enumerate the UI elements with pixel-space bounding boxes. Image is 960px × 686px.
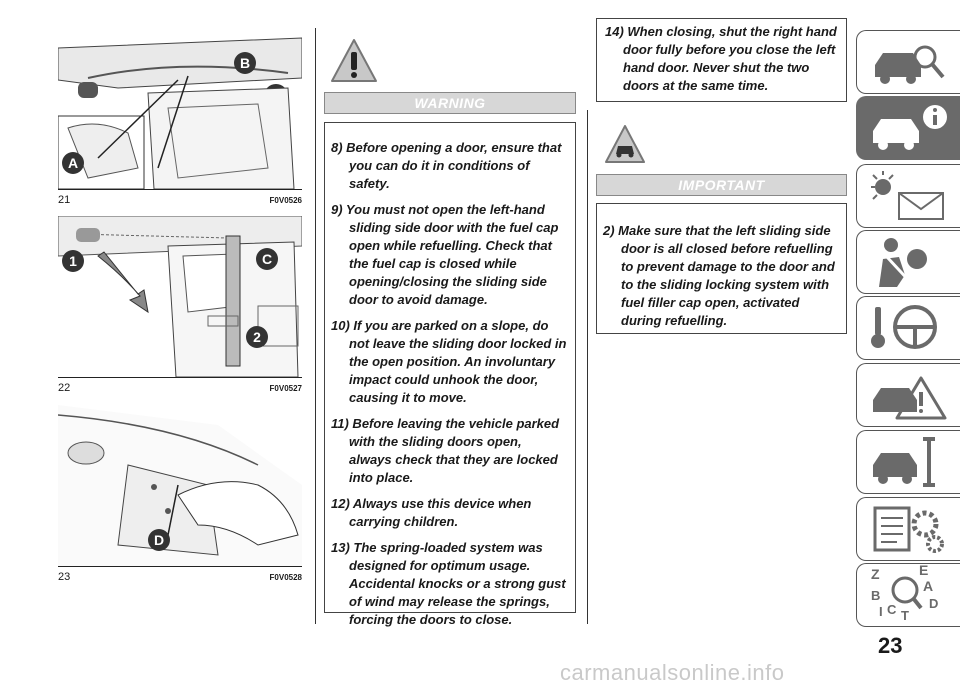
warning-item: 13) The spring-loaded system was designed for optimum usage. Accidental knocks or a strong gust of wind may release the springs, forcing the doors to close. [331, 540, 566, 627]
car-info-icon [869, 101, 949, 155]
car-caution-icon [604, 124, 646, 171]
index-letter: B [871, 588, 881, 603]
callout-b: B [234, 52, 256, 74]
tab-dashboard-overview[interactable] [856, 30, 960, 94]
index-letter: E [919, 562, 929, 578]
callout-d: D [148, 529, 170, 551]
important-box [596, 203, 847, 334]
figure-23-code: F0V0528 [269, 573, 302, 582]
warning-triangle-icon [330, 38, 378, 89]
tab-starting-driving[interactable] [856, 296, 960, 360]
warning-item: 9) You must not open the left-hand sliding side door with the fuel cap open while refuelling. Check that the fuel cap is closed while opening/closing the sliding side door to avoid damage. [331, 202, 559, 307]
figure-22-code: F0V0527 [269, 384, 302, 393]
dashboard-overview-icon [869, 35, 949, 89]
column-divider-2 [587, 110, 588, 624]
technical-data-icon [869, 502, 949, 556]
important-list [597, 204, 846, 330]
tab-car-info[interactable] [856, 96, 960, 160]
tab-warning-lights[interactable] [856, 164, 960, 228]
callout-2: 2 [246, 326, 268, 348]
tab-index[interactable] [856, 563, 960, 627]
figure-22-number: 22 [58, 382, 71, 394]
callout-a: A [62, 152, 84, 174]
airbag-safety-icon [869, 235, 949, 289]
tab-airbag-safety[interactable] [856, 230, 960, 294]
warning-item: 14) When closing, shut the right hand door fully before you close the left hand door. Never shut the two doors at the same time. [605, 24, 837, 93]
warning-item: 11) Before leaving the vehicle parked with the sliding doors open, always check that they are locked into place. [331, 416, 560, 485]
warning-item: 12) Always use this device when carrying children. [331, 496, 532, 529]
figure-21-code: F0V0526 [269, 196, 302, 205]
warning-box [324, 122, 576, 627]
figure-23-illustration [58, 405, 302, 567]
page-number: 23 [878, 633, 903, 658]
warning-heading: WARNING [324, 92, 576, 114]
maintenance-icon [869, 435, 949, 489]
figure-21-number: 21 [58, 194, 71, 206]
tab-maintenance[interactable] [856, 430, 960, 494]
figure-22-illustration [58, 216, 302, 378]
index-letter: T [901, 608, 909, 623]
emergency-icon [869, 368, 949, 422]
callout-1: 1 [62, 250, 84, 272]
figure-23-number: 23 [58, 571, 71, 583]
warning-item: 8) Before opening a door, ensure that you can do it in conditions of safety. [331, 140, 562, 191]
tab-technical-data[interactable] [856, 497, 960, 561]
callout-c: C [256, 248, 278, 270]
warning-lights-icon [869, 169, 949, 223]
index-letter: A [923, 578, 934, 594]
column-divider-1 [315, 28, 316, 624]
index-letter: Z [871, 566, 880, 582]
warning-list [325, 123, 575, 629]
important-heading: IMPORTANT [596, 174, 847, 196]
figure-21-illustration [58, 18, 302, 190]
continued-list [597, 19, 846, 95]
index-letter: I [879, 604, 883, 619]
warning-item: 10) If you are parked on a slope, do not leave the sliding door locked in the open position. An involuntary impact could unhook the door, causing it to move. [331, 318, 567, 405]
important-item: 2) Make sure that the left sliding side door is all closed before refuelling to prevent damage to the door and to the sliding locking system with fuel filler cap open, activated during refuelling. [603, 223, 835, 328]
warning-continued-box [596, 18, 847, 102]
steering-starting-icon [869, 301, 949, 355]
watermark-text: carmanualsonline.info [560, 660, 785, 685]
tab-emergency[interactable] [856, 363, 960, 427]
index-letter: C [887, 602, 897, 617]
index-letter: D [929, 596, 939, 611]
